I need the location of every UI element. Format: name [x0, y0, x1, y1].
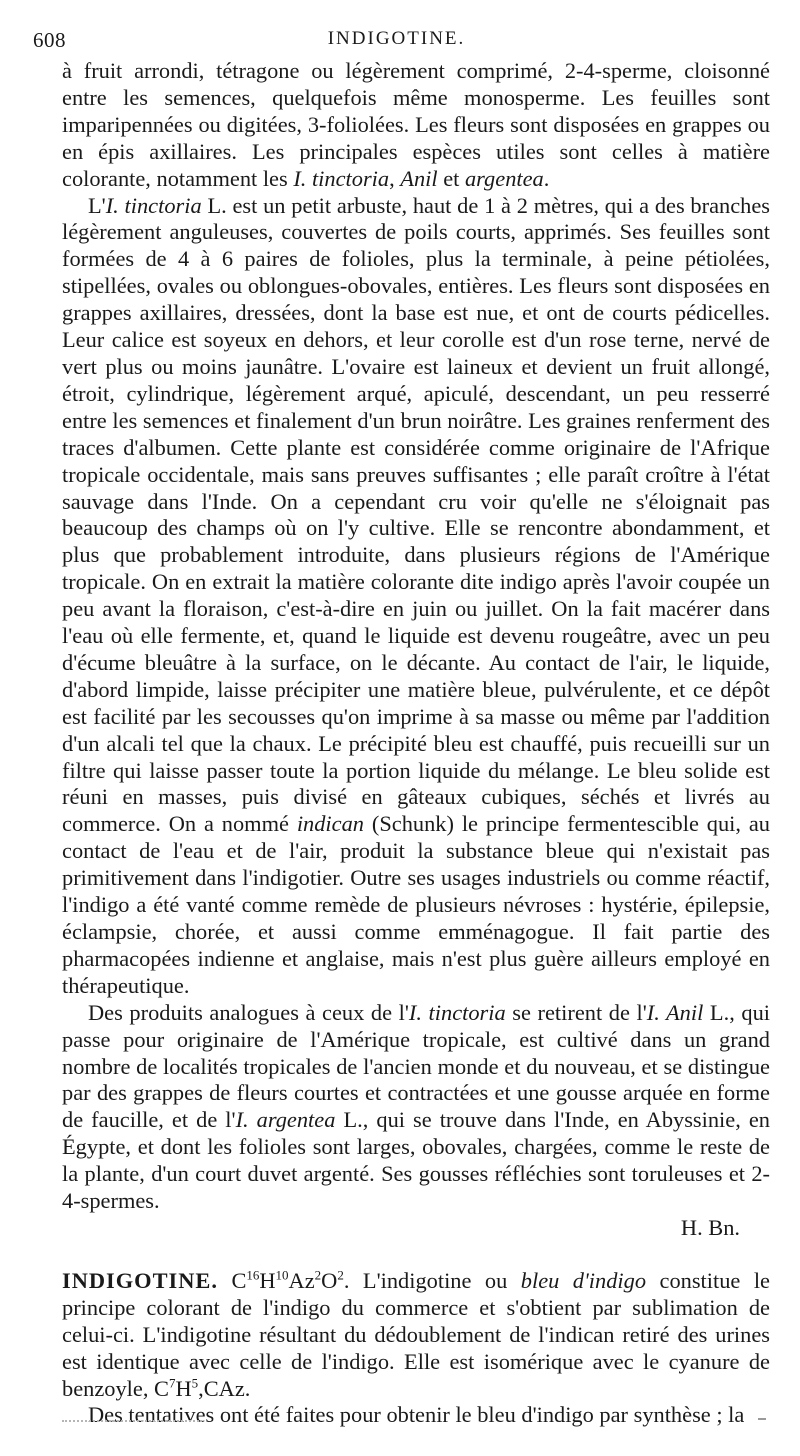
text-segment: C — [231, 1267, 247, 1293]
italic-term: bleu d'indigo — [520, 1267, 647, 1293]
text-segment: . — [543, 165, 550, 191]
author-signature: H. Bn. — [680, 1214, 740, 1240]
italic-term: I. tinctoria — [293, 165, 390, 191]
superscript: 5 — [191, 1375, 199, 1391]
superscript: 2 — [314, 1267, 322, 1283]
paragraph — [62, 1000, 770, 1215]
last-paragraph: Des tentatives ont été faites pour obtenir le bleu d'indigo par synthèse ; la — [88, 1402, 745, 1428]
text-segment: L. est un petit arbuste, haut de 1 à 2 mètres, qui a des branches légèrement anguleuses, couvertes de poils courts, apprimés. Ses feuilles sont formées de 4 à 6 paires de folioles, plus la terminale, à peine pétiolées, stipellées, ovales ou oblongues-obovales, entières. Les fleurs sont disposées en grappes axillaires, dressées, dont la base est nue, et ont de courts pédicelles. Leur calice est soyeux en dehors, et leur corolle est d'un rose terne, nervé de vert plus ou moins jaunâtre. L'ovaire est laineux et devient un fruit allongé, étroit, cylindrique, légèrement arqué, apiculé, descendant, un peu resserré entre les semences et finalement d'un brun noirâtre. Les graines renferment des traces d'albumen. Cette plante est considérée comme originaire de l'Afrique tropicale occidentale, mais sans preuves suffisantes ; elle paraît croître à l'état sauvage dans l'Inde. On a cependant cru voir qu'elle ne s'éloignait pas beaucoup des champs où on l'y cultive. Elle se rencontre abondamment, et plus que probablement introduite, dans plusieurs régions de l'Amérique tropicale. On en extrait la matière colorante dite indigo après l'avoir coupée un peu avant la floraison, c'est-à-dire en juin ou juillet. On la fait macérer dans l'eau où elle fermente, et, quand le liquide est devenu rougeâtre, avec un peu d'écume bleuâtre à la surface, on le décante. Au contact de l'air, le liquide, d'abord limpide, laisse précipiter une matière bleue, pulvérulente, et ce dépôt est facilité par les secousses qu'on imprime à sa masse ou même par l'addition d'un alcali tel que la chaux. Le précipité bleu est chauffé, puis recueilli sur un filtre qui laisse passer toute la portion liquide du mélange. Le bleu solide est réuni en masses, puis divisé en gâteaux cubiques, séchés et livrés au commerce. On a nommé — [62, 192, 771, 837]
text-segment: L' — [88, 192, 106, 218]
italic-term: I. Anil — [646, 999, 704, 1025]
italic-term: Anil — [400, 165, 438, 191]
superscript: 7 — [168, 1375, 176, 1391]
text-segment: et — [437, 165, 465, 191]
text-segment: , — [389, 165, 401, 191]
article-headword: INDIGOTINE. — [62, 1267, 218, 1293]
paragraph — [62, 58, 770, 193]
page-number: 608 — [33, 28, 66, 52]
footer-mark — [758, 1418, 766, 1420]
footer-smudge — [62, 1420, 202, 1425]
italic-term: argentea — [464, 165, 544, 191]
running-title: INDIGOTINE. — [327, 28, 466, 49]
text-segment: Des produits analogues à ceux de l' — [88, 999, 409, 1025]
text-segment: H — [259, 1267, 276, 1293]
italic-term: indican — [296, 811, 364, 837]
text-segment: se retirent de l' — [505, 999, 647, 1025]
paragraph — [62, 193, 770, 1000]
superscript: 10 — [275, 1267, 289, 1283]
italic-term: I. tinctoria — [105, 192, 202, 218]
text-segment: à fruit arrondi, tétragone ou légèrement comprimé, 2-4-sperme, cloisonné entre les semences, quelquefois même monosperme. Les feuilles sont imparipennées ou digitées, 3-foliolées. Les fleurs sont disposées en grappes ou en épis axillaires. Les principales espèces utiles sont celles à matière colorante, notamment les — [62, 58, 770, 191]
text-segment: O — [321, 1267, 338, 1293]
superscript: 16 — [246, 1267, 260, 1283]
body-text — [62, 58, 770, 1429]
superscript: 2 — [337, 1267, 344, 1283]
text-segment: constitue le principe colorant de l'indigo du commerce et s'obtient par sublimation de celui-ci. L'indigotine résultant du dédoublement de l'indican retiré des urines est identique avec celle de l'indigo. Elle est isomérique avec le cyanure de benzoyle, C — [62, 1267, 770, 1401]
text-segment: ,CAz. — [198, 1375, 251, 1401]
text-segment: H — [175, 1375, 192, 1401]
article-indigotine — [62, 1268, 770, 1403]
text-segment: (Schunk) le principe fermentescible qui, au contact de l'eau et de l'air, produit la substance bleue qui n'existait pas primitivement dans l'indigotier. Outre ses usages industriels ou comme réactif, l'indigo a été vanté comme remède de plusieurs névroses : hystérie, épilepsie, éclampsie, chorée, et aussi comme emménagogue. Il fait partie des pharmacopées indienne et anglaise, mais n'est plus guère ailleurs employé en thérapeutique. — [62, 811, 770, 998]
italic-term: I. argentea — [235, 1107, 336, 1133]
chemical-formula — [231, 1268, 349, 1293]
text-segment: . — [343, 1267, 350, 1293]
text-segment: L'indigotine ou — [349, 1267, 521, 1293]
text-segment: Az — [288, 1267, 315, 1293]
paragraphs — [62, 58, 770, 1215]
italic-term: I. tinctoria — [408, 999, 506, 1025]
text-segment: L., qui passe pour originaire de l'Amérique tropicale, est cultivé dans un grand nombre de localités tropicales de l'ancien monde et du nouveau, et se distingue par des grappes de fleurs courtes et contractées et une gousse arquée en forme de faucille, et de l' — [62, 999, 771, 1133]
text-segment: L., qui se trouve dans l'Inde, en Abyssinie, en Égypte, et dont les folioles sont larges, obovales, chargées, comme le reste de la plante, d'un court duvet argenté. Ses gousses réfléchies sont toruleuses et 2-4-spermes. — [62, 1107, 770, 1214]
page-header — [33, 28, 760, 58]
